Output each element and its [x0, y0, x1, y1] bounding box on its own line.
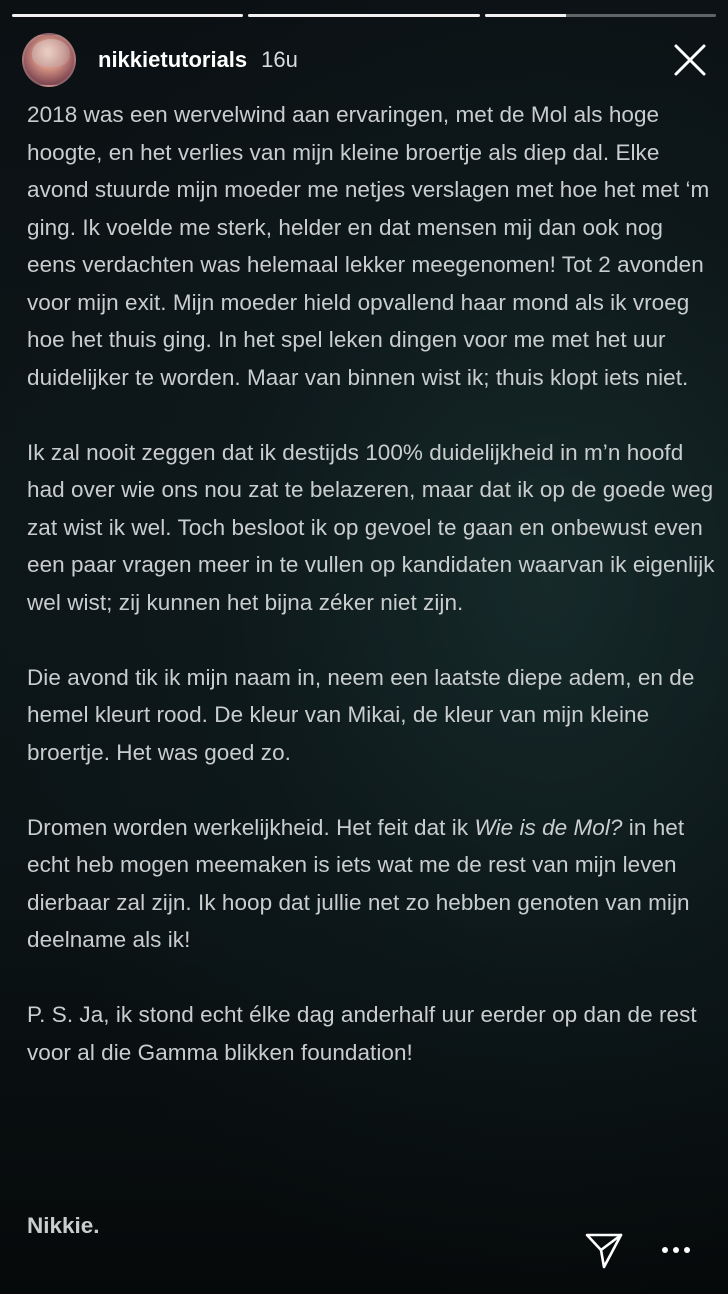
- signature: Nikkie.: [27, 1213, 100, 1238]
- send-icon: [584, 1230, 624, 1270]
- story-header: [22, 32, 712, 88]
- story-text: [27, 96, 715, 1109]
- story-progress-bar: [12, 14, 716, 17]
- paragraph-2: Ik zal nooit zeggen dat ik destijds 100% duidelijkheid in m’n hoofd had over wie ons nou zat te belazeren, maar dat ik op de goede weg zat wist ik wel. Toch besloot ik op gevoel te gaan en onbewust even een paar vragen meer in te vullen op kandidaten waarvan ik eigenlijk wel wist; zij kunnen het bijna zéker niet zijn.: [27, 439, 715, 615]
- avatar[interactable]: [22, 33, 76, 87]
- close-button[interactable]: [668, 38, 712, 82]
- progress-fill: [248, 14, 479, 17]
- paragraph-1: 2018 was een wervelwind aan ervaringen, met de Mol als hoge hoogte, en het verlies van mijn kleine broertje als diep dal. Elke avond stuurde mijn moeder me netjes verslagen met hoe het met ‘m ging. Ik voelde me sterk, helder en dat mensen mij dan ook nog eens verdachten was helemaal lekker meegenomen! Tot 2 avonden voor mijn exit. Mijn moeder hield opvallend haar mond als ik vroeg hoe het thuis ging. In het spel leken dingen voor me met het uur duidelijker te worden. Maar van binnen wist ik; thuis klopt iets niet.: [27, 102, 710, 390]
- timestamp: 16u: [261, 47, 298, 72]
- progress-fill: [12, 14, 243, 17]
- paragraph-5: P. S. Ja, ik stond echt élke dag anderhalf uur eerder op dan de rest voor al die Gamma blikken foundation!: [27, 1002, 697, 1065]
- progress-fill: [485, 14, 566, 17]
- close-icon: [673, 43, 707, 77]
- paragraph-4: [27, 809, 715, 959]
- progress-segment: [12, 14, 243, 17]
- more-icon: [661, 1246, 691, 1254]
- paragraph-4-part-2: in het echt heb mogen meemaken is iets wat me de rest van mijn leven dierbaar zal zijn. Ik hoop dat jullie net zo hebben genoten van mijn deelname als ik!: [27, 814, 690, 952]
- story-actions: [582, 1228, 698, 1272]
- more-options-button[interactable]: [654, 1228, 698, 1272]
- progress-segment: [485, 14, 716, 17]
- send-button[interactable]: [582, 1228, 626, 1272]
- username[interactable]: nikkietutorials: [98, 47, 248, 72]
- paragraph-3: Die avond tik ik mijn naam in, neem een laatste diepe adem, en de hemel kleurt rood. De kleur van Mikai, de kleur van mijn kleine broertje. Het was goed zo.: [27, 664, 695, 765]
- show-title: Wie is de Mol?: [474, 814, 623, 840]
- paragraph-4-part-1: Dromen worden werkelijkheid. Het feit dat ik: [27, 814, 475, 840]
- progress-segment: [248, 14, 479, 17]
